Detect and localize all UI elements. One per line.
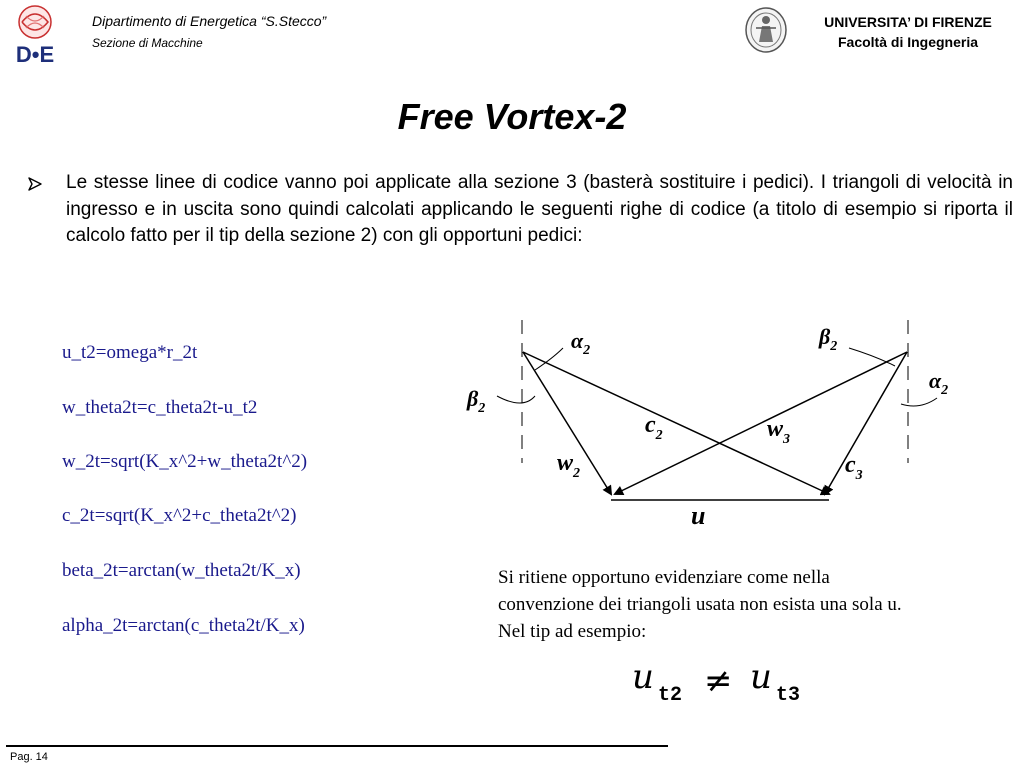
code-line: beta_2t=arctan(w_theta2t/K_x) bbox=[62, 560, 301, 581]
university-name: UNIVERSITA’ DI FIRENZE bbox=[824, 14, 992, 30]
de-logo-text: D•E bbox=[15, 42, 55, 66]
velocity-triangles-diagram bbox=[465, 318, 965, 533]
w3-label: $w_3$ bbox=[767, 416, 791, 447]
section-name: Sezione di Macchine bbox=[92, 36, 203, 50]
formula-sub-t3: t3 bbox=[776, 684, 801, 704]
alpha2-label-right: $\alpha_2$ bbox=[929, 368, 949, 398]
formula-u-right: u bbox=[750, 660, 772, 697]
formula-sub-t2: t2 bbox=[658, 684, 683, 704]
page-number: Pag. 14 bbox=[10, 751, 48, 763]
beta2-label-right: $\beta_2$ bbox=[819, 324, 838, 354]
university-seal bbox=[744, 6, 788, 54]
faculty-name: Facoltà di Ingegneria bbox=[837, 34, 979, 50]
c3-vector bbox=[825, 352, 907, 494]
formula-u-left: u bbox=[632, 660, 654, 697]
c2-label: $c_2$ bbox=[645, 412, 663, 443]
formula-neq: ≠ bbox=[704, 661, 733, 701]
alpha2-arc-right bbox=[901, 398, 937, 406]
university-block bbox=[798, 12, 1018, 52]
slide-title: Free Vortex-2 bbox=[397, 96, 627, 137]
w3-vector bbox=[615, 352, 907, 494]
code-line: c_2t=sqrt(K_x^2+c_theta2t^2) bbox=[62, 505, 297, 526]
beta2-label-left: $\beta_2$ bbox=[467, 386, 486, 416]
c3-label: $c_3$ bbox=[845, 452, 863, 483]
bullet-text: Le stesse linee di codice vanno poi applicate alla sezione 3 (basterà sostituire i pedici). I triangoli di velocità in ingresso e in uscita sono quindi calcolati applicando le seguenti righe di codice (a titolo di esempio si riporta il calcolo fatto per il tip della sezione 2) con gli opportuni pedici: bbox=[66, 172, 1013, 246]
code-line: w_2t=sqrt(K_x^2+w_theta2t^2) bbox=[62, 451, 308, 472]
department-name: Dipartimento di Energetica “S.Stecco” bbox=[92, 13, 327, 29]
inequality-formula bbox=[628, 660, 818, 704]
w2-label: $w_2$ bbox=[557, 450, 581, 481]
u-label: u bbox=[691, 501, 706, 530]
de-logo bbox=[4, 2, 66, 66]
note-text: Si ritiene opportuno evidenziare come nella convenzione dei triangoli usata non esista una sola u. Nel tip ad esempio: bbox=[498, 567, 902, 642]
beta2-arc-left bbox=[497, 396, 535, 403]
code-line: u_t2=omega*r_2t bbox=[62, 342, 198, 363]
arrow-bullet-icon bbox=[27, 176, 43, 192]
code-line: alpha_2t=arctan(c_theta2t/K_x) bbox=[62, 615, 305, 636]
beta2-arc-right bbox=[849, 348, 895, 366]
code-line: w_theta2t=c_theta2t-u_t2 bbox=[62, 397, 258, 418]
footer-divider bbox=[6, 745, 668, 747]
alpha2-label-left: $\alpha_2$ bbox=[571, 328, 591, 358]
